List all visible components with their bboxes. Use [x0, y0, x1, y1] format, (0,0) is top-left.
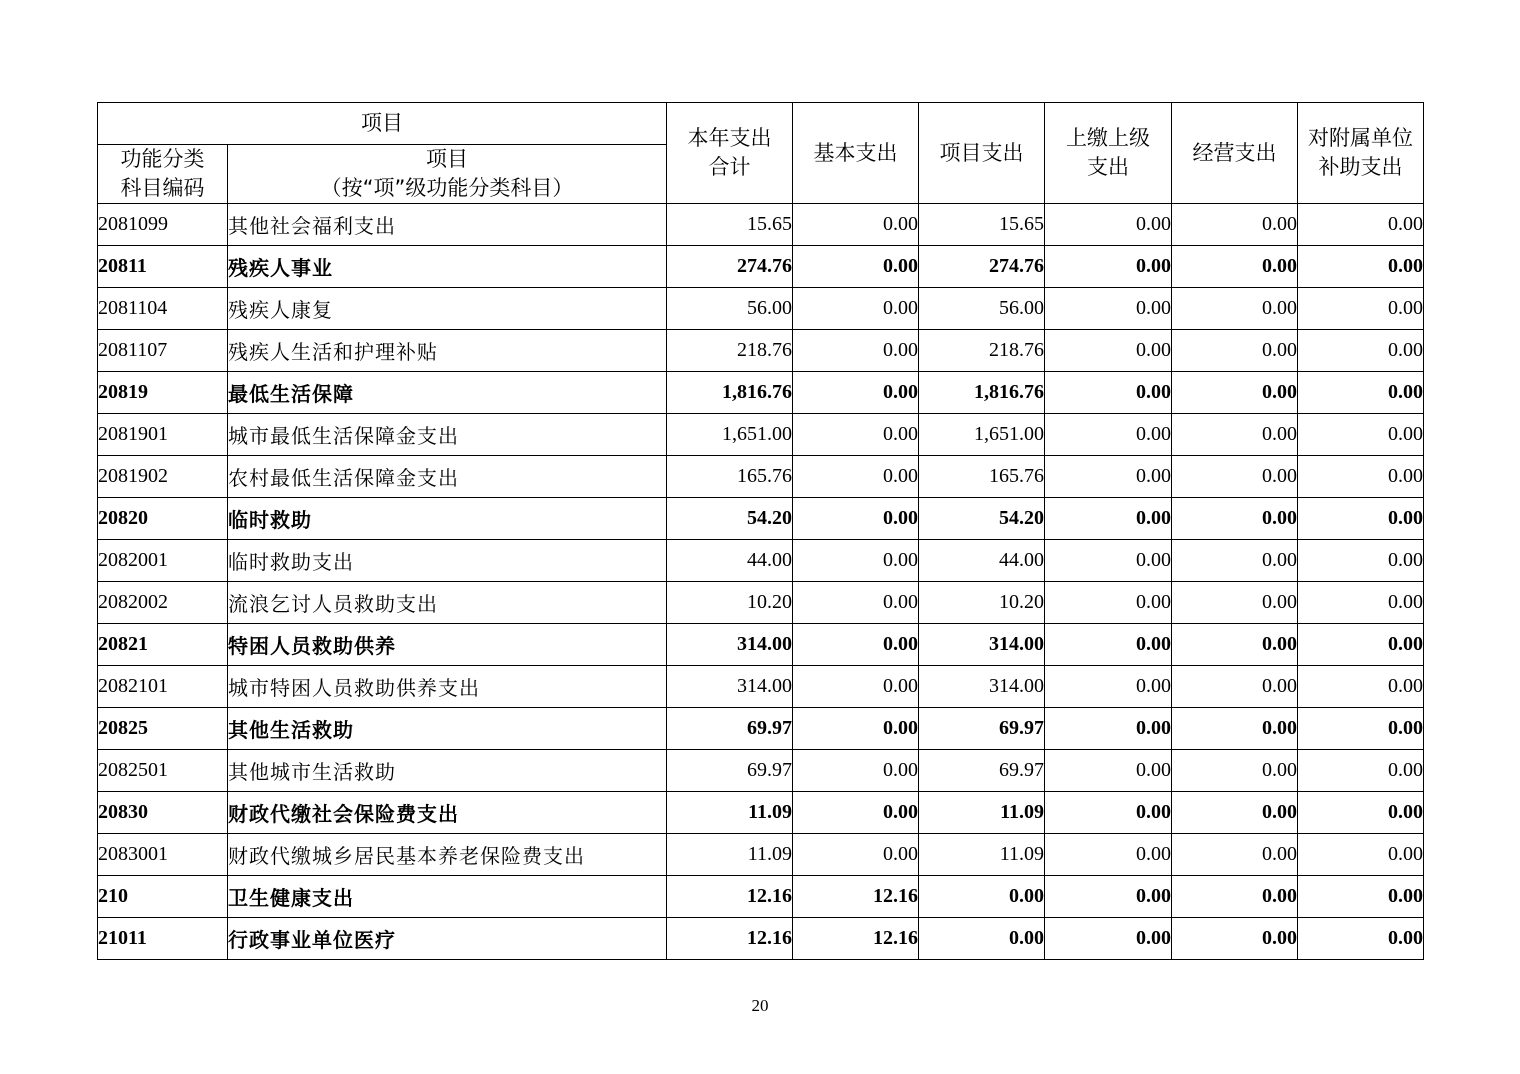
- table-row: [98, 624, 1424, 666]
- row-value: 0.00: [1298, 792, 1424, 834]
- row-value: 314.00: [919, 624, 1045, 666]
- row-value: 54.20: [667, 498, 793, 540]
- row-value: 218.76: [919, 330, 1045, 372]
- header-col-project: 项目支出: [919, 103, 1045, 204]
- row-code: 2082002: [98, 582, 228, 624]
- row-code: 20820: [98, 498, 228, 540]
- table-row: [98, 750, 1424, 792]
- row-value: 0.00: [1172, 708, 1298, 750]
- row-name: 其他生活救助: [228, 708, 667, 750]
- row-value: 0.00: [1298, 372, 1424, 414]
- row-value: 0.00: [1172, 666, 1298, 708]
- row-value: 0.00: [793, 624, 919, 666]
- row-value: 10.20: [919, 582, 1045, 624]
- row-value: 0.00: [793, 456, 919, 498]
- header-name: 项目 （按“项”级功能分类科目）: [228, 145, 667, 204]
- row-value: 0.00: [1045, 330, 1172, 372]
- row-value: 314.00: [667, 624, 793, 666]
- table-row: [98, 792, 1424, 834]
- row-value: 165.76: [667, 456, 793, 498]
- row-value: 0.00: [793, 204, 919, 246]
- row-name: 残疾人生活和护理补贴: [228, 330, 667, 372]
- row-value: 10.20: [667, 582, 793, 624]
- row-code: 2082101: [98, 666, 228, 708]
- row-value: 11.09: [667, 834, 793, 876]
- row-value: 1,651.00: [667, 414, 793, 456]
- header-col-operating: 经营支出: [1172, 103, 1298, 204]
- row-value: 0.00: [1045, 456, 1172, 498]
- row-name: 其他社会福利支出: [228, 204, 667, 246]
- row-value: 0.00: [793, 750, 919, 792]
- row-value: 54.20: [919, 498, 1045, 540]
- table-row: [98, 330, 1424, 372]
- row-value: 0.00: [1172, 792, 1298, 834]
- row-value: 0.00: [1172, 498, 1298, 540]
- row-value: 274.76: [919, 246, 1045, 288]
- row-value: 11.09: [667, 792, 793, 834]
- row-value: 0.00: [793, 582, 919, 624]
- row-value: 0.00: [793, 666, 919, 708]
- row-code: 20821: [98, 624, 228, 666]
- row-value: 0.00: [1172, 834, 1298, 876]
- table-row: [98, 582, 1424, 624]
- row-value: 1,816.76: [667, 372, 793, 414]
- row-value: 0.00: [793, 792, 919, 834]
- row-value: 274.76: [667, 246, 793, 288]
- table-row: [98, 288, 1424, 330]
- row-value: 1,651.00: [919, 414, 1045, 456]
- row-value: 0.00: [1172, 918, 1298, 960]
- expenditure-table: [97, 102, 1424, 960]
- row-value: 0.00: [1045, 792, 1172, 834]
- row-value: 0.00: [1298, 750, 1424, 792]
- row-value: 0.00: [1045, 750, 1172, 792]
- row-value: 314.00: [919, 666, 1045, 708]
- row-value: 56.00: [919, 288, 1045, 330]
- row-value: 0.00: [1172, 876, 1298, 918]
- row-value: 69.97: [919, 750, 1045, 792]
- row-value: 0.00: [1298, 666, 1424, 708]
- row-code: 21011: [98, 918, 228, 960]
- table-row: [98, 498, 1424, 540]
- table-row: [98, 372, 1424, 414]
- row-value: 44.00: [667, 540, 793, 582]
- row-value: 56.00: [667, 288, 793, 330]
- row-value: 0.00: [793, 288, 919, 330]
- row-value: 0.00: [1298, 288, 1424, 330]
- row-value: 0.00: [793, 372, 919, 414]
- row-value: 0.00: [793, 498, 919, 540]
- row-value: 0.00: [1045, 498, 1172, 540]
- row-value: 12.16: [667, 876, 793, 918]
- table-row: [98, 204, 1424, 246]
- row-value: 0.00: [793, 834, 919, 876]
- row-value: 0.00: [1172, 540, 1298, 582]
- table-row: [98, 708, 1424, 750]
- row-value: 0.00: [1298, 834, 1424, 876]
- row-value: 0.00: [793, 540, 919, 582]
- row-code: 210: [98, 876, 228, 918]
- row-value: 12.16: [793, 918, 919, 960]
- row-name: 财政代缴社会保险费支出: [228, 792, 667, 834]
- row-name: 最低生活保障: [228, 372, 667, 414]
- row-name: 卫生健康支出: [228, 876, 667, 918]
- row-code: 20830: [98, 792, 228, 834]
- row-name: 临时救助支出: [228, 540, 667, 582]
- row-code: 2083001: [98, 834, 228, 876]
- row-value: 0.00: [1172, 372, 1298, 414]
- row-value: 0.00: [1045, 918, 1172, 960]
- table-row: [98, 246, 1424, 288]
- row-code: 2081104: [98, 288, 228, 330]
- row-value: 0.00: [1045, 834, 1172, 876]
- row-name: 财政代缴城乡居民基本养老保险费支出: [228, 834, 667, 876]
- row-value: 314.00: [667, 666, 793, 708]
- row-value: 0.00: [1045, 876, 1172, 918]
- row-name: 残疾人康复: [228, 288, 667, 330]
- table-body: [98, 204, 1424, 960]
- table-row: [98, 918, 1424, 960]
- row-name: 残疾人事业: [228, 246, 667, 288]
- row-code: 2081902: [98, 456, 228, 498]
- row-value: 12.16: [667, 918, 793, 960]
- row-value: 0.00: [1045, 666, 1172, 708]
- row-value: 0.00: [1298, 624, 1424, 666]
- header-project: 项目: [98, 103, 667, 145]
- row-value: 1,816.76: [919, 372, 1045, 414]
- row-value: 0.00: [1045, 708, 1172, 750]
- row-value: 0.00: [1045, 540, 1172, 582]
- row-value: 0.00: [1172, 582, 1298, 624]
- row-value: 0.00: [1045, 288, 1172, 330]
- row-name: 特困人员救助供养: [228, 624, 667, 666]
- row-value: 0.00: [1045, 582, 1172, 624]
- row-code: 2081107: [98, 330, 228, 372]
- row-value: 0.00: [919, 876, 1045, 918]
- row-name: 其他城市生活救助: [228, 750, 667, 792]
- row-value: 0.00: [1298, 876, 1424, 918]
- row-code: 20819: [98, 372, 228, 414]
- row-code: 2082001: [98, 540, 228, 582]
- row-value: 0.00: [1298, 414, 1424, 456]
- row-value: 0.00: [1045, 624, 1172, 666]
- row-value: 0.00: [793, 330, 919, 372]
- row-value: 0.00: [1172, 204, 1298, 246]
- row-value: 0.00: [1172, 750, 1298, 792]
- table-row: [98, 540, 1424, 582]
- header-col-basic: 基本支出: [793, 103, 919, 204]
- row-code: 20811: [98, 246, 228, 288]
- table-header: [98, 103, 1424, 204]
- row-code: 2081901: [98, 414, 228, 456]
- row-value: 0.00: [1045, 246, 1172, 288]
- header-col-subsidy: 对附属单位 补助支出: [1298, 103, 1424, 204]
- row-value: 0.00: [793, 246, 919, 288]
- row-value: 15.65: [919, 204, 1045, 246]
- row-value: 0.00: [1298, 918, 1424, 960]
- row-value: 0.00: [1298, 540, 1424, 582]
- row-value: 0.00: [1172, 246, 1298, 288]
- row-value: 15.65: [667, 204, 793, 246]
- header-code: 功能分类 科目编码: [98, 145, 228, 204]
- row-code: 2081099: [98, 204, 228, 246]
- row-value: 0.00: [1045, 372, 1172, 414]
- row-code: 2082501: [98, 750, 228, 792]
- row-value: 0.00: [1298, 246, 1424, 288]
- row-value: 165.76: [919, 456, 1045, 498]
- row-value: 218.76: [667, 330, 793, 372]
- row-value: 0.00: [1298, 582, 1424, 624]
- row-value: 0.00: [1172, 624, 1298, 666]
- row-value: 0.00: [1172, 288, 1298, 330]
- table-row: [98, 414, 1424, 456]
- row-value: 0.00: [1172, 414, 1298, 456]
- table-row: [98, 876, 1424, 918]
- row-value: 0.00: [1298, 330, 1424, 372]
- row-value: 0.00: [1172, 456, 1298, 498]
- page-number: 20: [751, 996, 769, 1015]
- row-value: 11.09: [919, 834, 1045, 876]
- row-value: 44.00: [919, 540, 1045, 582]
- header-col-remit: 上缴上级 支出: [1045, 103, 1172, 204]
- row-name: 城市特困人员救助供养支出: [228, 666, 667, 708]
- row-value: 0.00: [919, 918, 1045, 960]
- row-value: 0.00: [793, 414, 919, 456]
- table-row: [98, 666, 1424, 708]
- row-value: 0.00: [1298, 204, 1424, 246]
- row-name: 临时救助: [228, 498, 667, 540]
- row-value: 69.97: [919, 708, 1045, 750]
- table-row: [98, 834, 1424, 876]
- row-value: 0.00: [1298, 456, 1424, 498]
- row-value: 69.97: [667, 750, 793, 792]
- row-name: 农村最低生活保障金支出: [228, 456, 667, 498]
- header-col-total: 本年支出 合计: [667, 103, 793, 204]
- row-value: 0.00: [793, 708, 919, 750]
- row-value: 0.00: [1045, 204, 1172, 246]
- row-name: 行政事业单位医疗: [228, 918, 667, 960]
- row-value: 0.00: [1172, 330, 1298, 372]
- table-row: [98, 456, 1424, 498]
- row-value: 12.16: [793, 876, 919, 918]
- row-name: 流浪乞讨人员救助支出: [228, 582, 667, 624]
- row-value: 0.00: [1298, 498, 1424, 540]
- row-value: 0.00: [1298, 708, 1424, 750]
- row-value: 0.00: [1045, 414, 1172, 456]
- row-code: 20825: [98, 708, 228, 750]
- row-value: 69.97: [667, 708, 793, 750]
- row-name: 城市最低生活保障金支出: [228, 414, 667, 456]
- row-value: 11.09: [919, 792, 1045, 834]
